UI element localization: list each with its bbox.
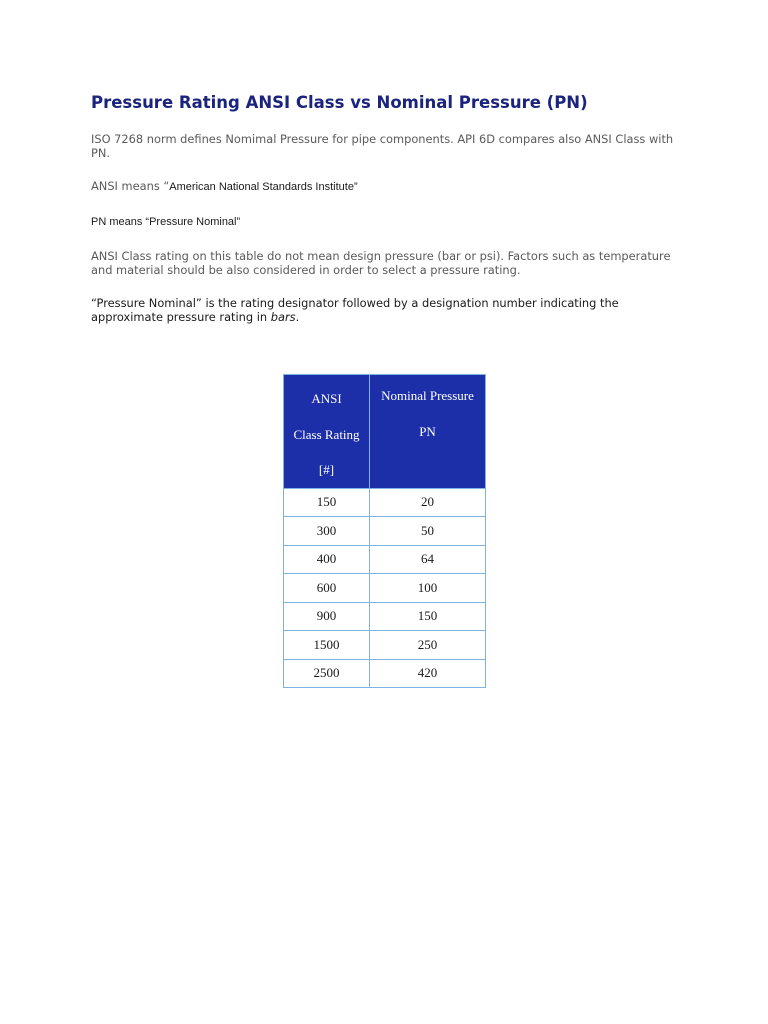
table-row	[284, 574, 486, 603]
pn-cell: 50	[370, 517, 486, 546]
intro-paragraph: ISO 7268 norm defines Nomimal Pressure for pipe components. API 6D compares also ANSI Class with PN.	[91, 132, 674, 160]
ansi-definition	[91, 179, 691, 194]
ansi-class-cell: 1500	[284, 631, 370, 660]
pn-cell: 420	[370, 659, 486, 688]
table-row	[284, 659, 486, 688]
ansi-class-cell: 2500	[284, 659, 370, 688]
page-title: Pressure Rating ANSI Class vs Nominal Pressure (PN)	[91, 93, 588, 112]
pn-cell: 250	[370, 631, 486, 660]
header-ansi-line3: [#]	[318, 462, 335, 477]
pressure-nominal-period: .	[295, 310, 300, 324]
ansi-class-cell: 900	[284, 602, 370, 631]
header-nominal-pressure	[370, 375, 486, 489]
ansi-definition-prefix: ANSI means “	[91, 179, 170, 193]
class-rating-note: ANSI Class rating on this table do not mean design pressure (bar or psi). Factors such as temperature and material should be also considered in order to select a pressure rating.	[91, 249, 671, 277]
pressure-nominal-note	[91, 296, 691, 324]
pressure-nominal-text: “Pressure Nominal” is the rating designator followed by a designation number indicating the approximate pressure rating in	[91, 296, 619, 324]
header-ansi-line2: Class Rating	[293, 426, 360, 442]
ansi-class-cell: 150	[284, 488, 370, 517]
pn-cell: 100	[370, 574, 486, 603]
table-row	[284, 631, 486, 660]
pressure-nominal-unit: bars	[270, 310, 296, 324]
rating-table	[283, 374, 486, 688]
header-ansi-class-rating	[284, 375, 370, 489]
table-header-row	[284, 375, 486, 489]
pn-cell: 150	[370, 602, 486, 631]
ansi-class-cell: 300	[284, 517, 370, 546]
ansi-class-cell: 600	[284, 574, 370, 603]
table-row	[284, 602, 486, 631]
table-row	[284, 545, 486, 574]
header-nominal-line2: PN	[419, 424, 436, 439]
document-body	[91, 93, 691, 324]
table-row	[284, 517, 486, 546]
ansi-class-cell: 400	[284, 545, 370, 574]
pn-cell: 20	[370, 488, 486, 517]
table-row	[284, 488, 486, 517]
pn-definition: PN means “Pressure Nominal”	[91, 216, 241, 228]
header-ansi-line1: ANSI	[311, 391, 342, 406]
pn-cell: 64	[370, 545, 486, 574]
ansi-definition-term: American National Standards Institute”	[169, 181, 358, 193]
header-nominal-line1: Nominal Pressure	[381, 388, 474, 403]
